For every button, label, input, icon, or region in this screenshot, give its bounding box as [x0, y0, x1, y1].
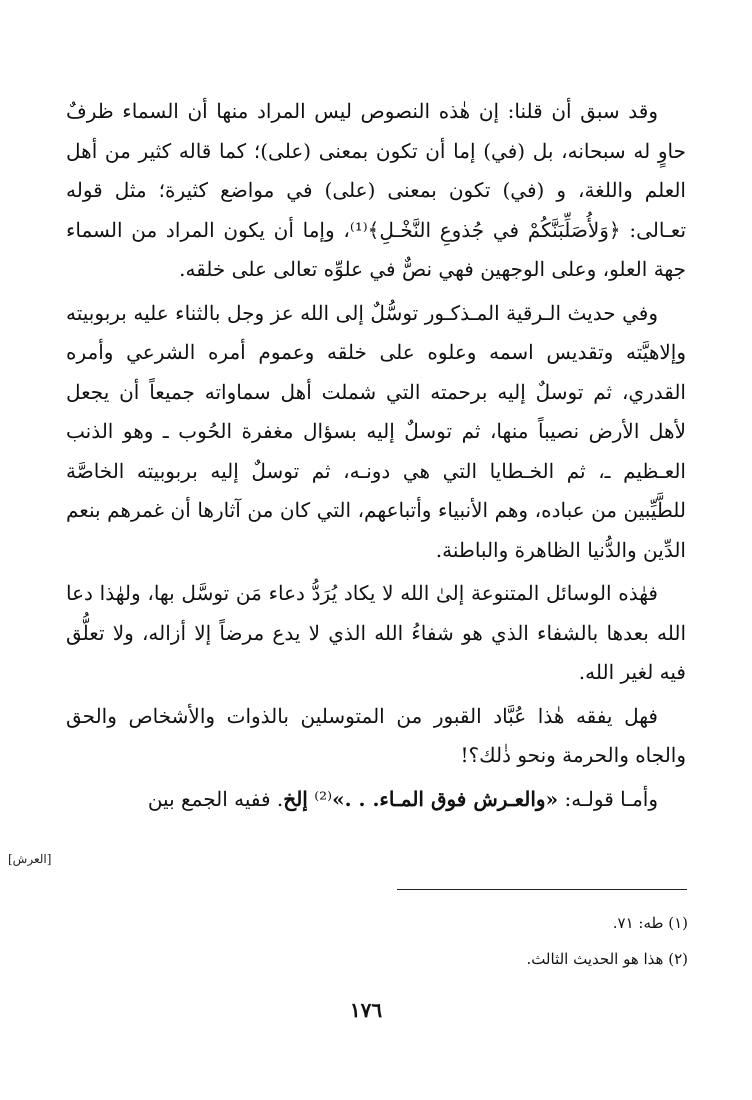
footnote-ref-2: ⁽²⁾: [307, 786, 333, 811]
main-text: [66, 92, 686, 819]
paragraph-4: فهل يفقه هٰذا عُبَّاد القبور من المتوسلين بالذوات والأشخاص والحق والجاه والحرمة ونحو ذٰلك؟!: [66, 703, 686, 767]
page-number: ١٧٦: [349, 998, 383, 1022]
footnote-divider: [397, 889, 687, 890]
paragraph-3: فهٰذه الوسائل المتنوعة إلىٰ الله لا يكاد يُرَدُّ دعاء مَن توسَّل بها، ولهٰذا دعا الله بعدها بالشفاء الذي هو شفاءُ الله الذي لا يدع مرضاً إلا أزاله، ولا تعلُّق فيه لغير الله.: [66, 581, 686, 684]
ilkh-word: إلخ: [283, 786, 308, 811]
paragraph-5-lead: وأمـا قولـه:: [558, 786, 658, 811]
paragraph-1: وقد سبق أن قلنا: إن هٰذه النصوص ليس المراد منها أن السماء ظرفٌ حاوٍ له سبحانه، بل (في) إما أن تكون بمعنى (على)؛ كما قاله كثير من أهل العلم واللغة، و (في) تكون بمعنى (على) في مواضع كثيرة؛ مثل قوله تعـالى: ﴿وَلأُصَلِّبَنَّكُمْ في جُذوعِ النَّخْـلِ﴾⁽¹⁾، وإما أن يكون المراد من السماء جهة العلو، وعلى الوجهين فهي نصٌّ في علوِّه تعالى على خلقه.: [66, 99, 687, 281]
footnotes: [300, 905, 688, 977]
margin-heading: [العرش]: [8, 852, 52, 866]
paragraph-2: وفي حديث الـرقية المـذكـور توسُّلٌ إلى الله عز وجل بالثناء عليه بربوبيته وإلاهيَّته وتقديس اسمه وعلوه على خلقه وعموم أمره الشرعي وأمره القدري، ثم توسلٌ إليه برحمته التي شملت أهل سماواته جميعاً أن يجعل لأهل الأرض نصيباً منها، ثم توسلٌ إليه بسؤال مغفرة الحُوب ـ وهو الذنب العـظيم ـ، ثم الخـطايا التي هي دونـه، ثم توسلٌ إليه بربوبيته الخاصَّة للطَّيِّبين من عباده، وهم الأنبياء وأتباعهم، التي كان من آثارها أن غمرهم بنعم الدِّين والدُّنيا الظاهرة والباطنة.: [66, 300, 686, 562]
footnote-2: (٢) هذا هو الحديث الثالث.: [526, 950, 688, 968]
footnote-1: (١) طه: ٧١.: [612, 914, 688, 932]
paragraph-5-tail: . ففيه الجمع بين: [147, 786, 284, 811]
paragraph-5: [66, 780, 686, 820]
hadith-quote: «والعـرش فوق المـاء. . .»: [332, 786, 559, 811]
